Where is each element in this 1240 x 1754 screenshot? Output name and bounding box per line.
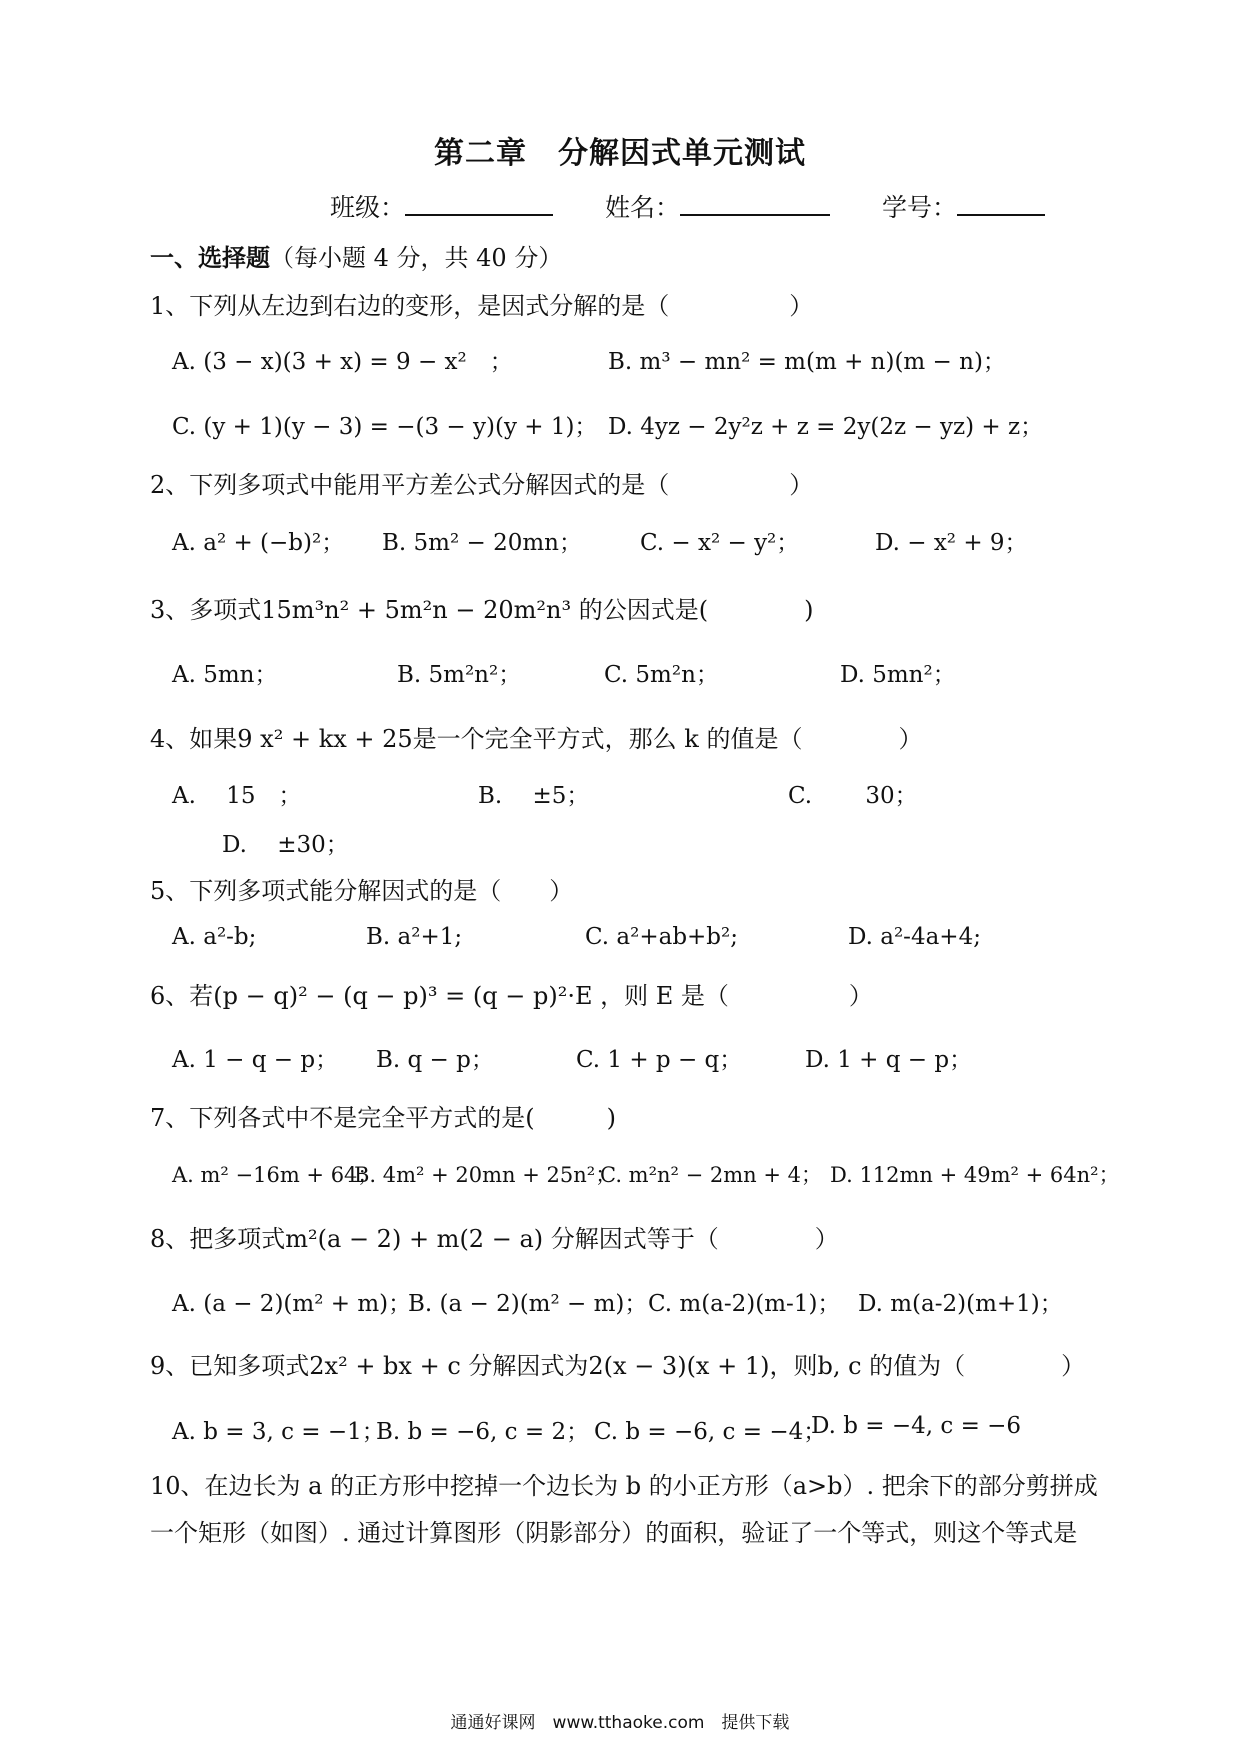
- question-stem: 7、下列各式中不是完全平方式的是( ): [150, 1104, 616, 1132]
- option: A. 15 ；: [172, 783, 302, 809]
- option: C. a²+ab+b²;: [585, 924, 739, 950]
- option: B. q − p；: [376, 1047, 494, 1073]
- option: A. (3 − x)(3 + x) = 9 − x² ；: [172, 349, 513, 375]
- option: B. 5m² − 20mn；: [382, 530, 582, 556]
- section-title: 一、选择题: [150, 244, 270, 272]
- question-stem: 1、下列从左边到右边的变形，是因式分解的是（ ）: [150, 292, 814, 320]
- option: B. 5m²n²；: [397, 662, 522, 688]
- option: A. m² −16m + 64；: [172, 1163, 379, 1187]
- question-stem: 2、下列多项式中能用平方差公式分解因式的是（ ）: [150, 471, 814, 499]
- id-blank: [957, 192, 1045, 216]
- question-stem: 8、把多项式m²(a − 2) + m(2 − a) 分解因式等于（ ）: [150, 1225, 839, 1253]
- option: B. 4m² + 20mn + 25n²；: [354, 1163, 617, 1187]
- class-blank: [405, 192, 553, 216]
- name-blank: [680, 192, 830, 216]
- question-stem: 3、多项式15m³n² + 5m²n − 20m²n³ 的公因式是( ): [150, 596, 814, 624]
- option: D. 112mn + 49m² + 64n²；: [830, 1163, 1120, 1187]
- name-label: 姓名：: [604, 193, 680, 222]
- question-stem: 6、若(p − q)² − (q − p)³ = (q − p)²·E ，则 E 是（ ）: [150, 982, 873, 1010]
- question-stem: 5、下列多项式能分解因式的是（ ）: [150, 877, 574, 905]
- option: A. a²-b;: [172, 924, 257, 950]
- question-stem: 4、如果9 x² + kx + 25是一个完全平方式，那么 k 的值是（ ）: [150, 725, 923, 753]
- option: B. (a − 2)(m² − m)；: [408, 1291, 648, 1317]
- option: B. b = −6, c = 2；: [376, 1419, 590, 1445]
- option: D. 1 + q − p；: [805, 1047, 973, 1073]
- option: D. b = −4, c = −6: [811, 1413, 1022, 1439]
- option: C. m²n² − 2mn + 4；: [600, 1163, 822, 1187]
- id-label: 学号：: [881, 193, 957, 222]
- option: D. ±30；: [222, 832, 349, 858]
- option: A. (a − 2)(m² + m)；: [172, 1291, 412, 1317]
- option: D. 4yz − 2y²z + z = 2y(2z − yz) + z；: [608, 414, 1044, 440]
- option: C. − x² − y²；: [640, 530, 800, 556]
- option: A. b = 3, c = −1；: [172, 1419, 385, 1445]
- option: D. − x² + 9；: [875, 530, 1028, 556]
- option: A. a² + (−b)²；: [172, 530, 345, 556]
- option: B. ±5；: [478, 783, 590, 809]
- option: C. 5m²n；: [604, 662, 719, 688]
- page-title: 第二章 分解因式单元测试: [434, 136, 806, 171]
- student-info-row: [330, 188, 1045, 224]
- section-note: （每小题 4 分，共 40 分）: [270, 244, 563, 272]
- option: D. m(a-2)(m+1)；: [858, 1291, 1063, 1317]
- option: C. 30；: [788, 783, 918, 809]
- option: A. 1 − q − p；: [172, 1047, 339, 1073]
- section-heading: [150, 238, 562, 273]
- option: B. m³ − mn² = m(m + n)(m − n)；: [608, 349, 1006, 375]
- option: D. a²-4a+4;: [848, 924, 981, 950]
- option: C. m(a-2)(m-1)；: [648, 1291, 841, 1317]
- option: B. a²+1;: [366, 924, 463, 950]
- option: C. b = −6, c = −4；: [594, 1419, 827, 1445]
- option: C. 1 + p − q；: [576, 1047, 743, 1073]
- page-footer: 通通好课网 www.tthaoke.com 提供下载: [450, 1713, 790, 1733]
- option: C. (y + 1)(y − 3) = −(3 − y)(y + 1)；: [172, 414, 598, 440]
- question-stem: 9、已知多项式2x² + bx + c 分解因式为2(x − 3)(x + 1)，则b, c 的值为（ ）: [150, 1352, 1086, 1380]
- option: A. 5mn；: [172, 662, 278, 688]
- question-10-text: 10、在边长为 a 的正方形中挖掉一个边长为 b 的小正方形（a>b）. 把余下的部分剪拼成一个矩形（如图）. 通过计算图形（阴影部分）的面积，验证了一个等式，则这个等式是: [150, 1472, 1098, 1547]
- class-label: 班级：: [330, 193, 406, 222]
- option: D. 5mn²；: [840, 662, 956, 688]
